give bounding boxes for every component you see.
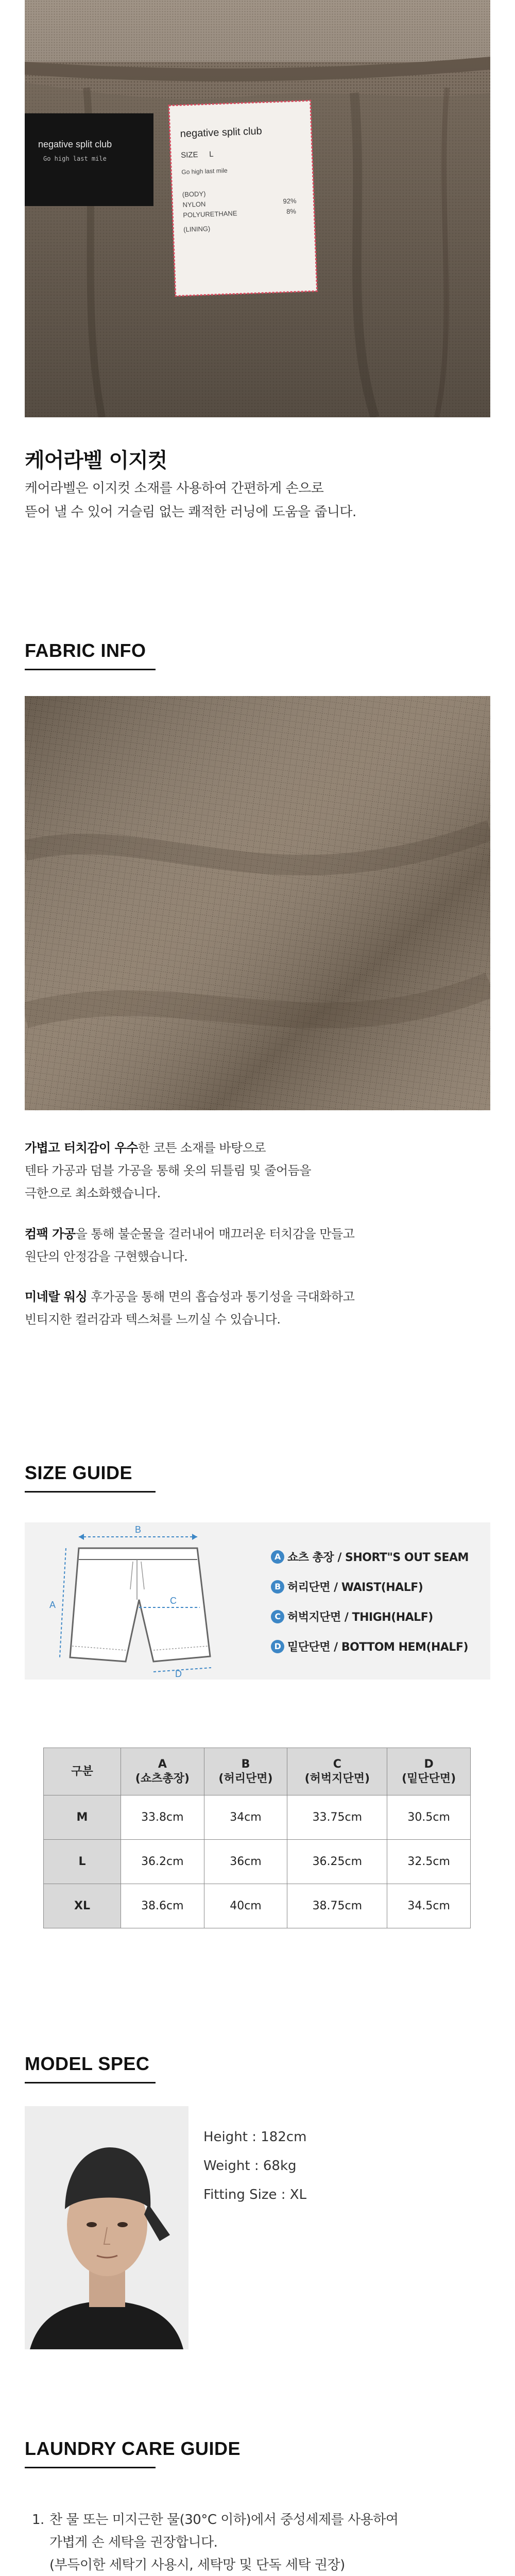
fabric-p3-line2: 빈티지한 컬러감과 텍스쳐를 느끼실 수 있습니다.	[25, 1312, 281, 1327]
header-letter: C	[333, 1757, 341, 1771]
header-letter: A	[158, 1757, 167, 1771]
header-letter: D	[424, 1757, 434, 1771]
legend-a	[271, 1549, 469, 1565]
legend-b	[271, 1579, 423, 1595]
header-name: (쇼츠총장)	[135, 1772, 190, 1785]
list-item-line: 찬 물 또는 미지근한 물(30°C 이하)에서 중성세제를 사용하여	[49, 2512, 399, 2528]
care-label-desc-1: 케어라벨은 이지컷 소재를 사용하여 간편하게 손으로	[25, 481, 324, 496]
model-photo	[25, 2106, 188, 2349]
section-underline	[25, 2467, 156, 2468]
diagram-label-b: B	[135, 1524, 142, 1535]
list-item-number: 1.	[32, 2512, 44, 2528]
table-cell: 36.25cm	[287, 1840, 387, 1884]
table-row-size: L	[44, 1840, 121, 1884]
legend-d-text: 밑단단면 / BOTTOM HEM(HALF)	[287, 1641, 469, 1654]
fabric-p2-bold: 컴팩 가공	[25, 1227, 76, 1241]
size-table-header-b	[204, 1748, 287, 1795]
label-size-key: SIZE	[180, 150, 198, 160]
size-table-header-row	[44, 1748, 471, 1795]
fabric-p1-line2: 텐타 가공과 덤블 가공을 통해 옷의 뒤틀림 및 줄어듬을	[25, 1163, 312, 1178]
size-table-header-a	[121, 1748, 204, 1795]
table-cell: 38.75cm	[287, 1884, 387, 1928]
laundry-title	[25, 2438, 241, 2468]
brand-tag-sub: Go high last mile	[43, 155, 107, 162]
size-guide-title	[25, 1462, 156, 1493]
care-label-photo-art	[25, 0, 490, 417]
size-table-header-d	[387, 1748, 471, 1795]
legend-a-text: 쇼츠 총장 / SHORT"S OUT SEAM	[287, 1551, 469, 1564]
label-poly-pct: 8%	[286, 207, 297, 215]
diagram-label-d: D	[175, 1669, 182, 1679]
model-spec-info	[203, 2123, 306, 2209]
care-label-photo	[25, 0, 490, 417]
label-body: (BODY)	[182, 190, 206, 198]
table-cell: 38.6cm	[121, 1884, 204, 1928]
fabric-info-title-text: FABRIC INFO	[25, 640, 146, 661]
model-weight: Weight : 68kg	[203, 2158, 297, 2174]
size-diagram	[25, 1522, 490, 1680]
legend-c-text: 허벅지단면 / THIGH(HALF)	[287, 1611, 433, 1624]
table-row	[44, 1840, 471, 1884]
table-cell: 33.8cm	[121, 1795, 204, 1840]
fabric-para-1	[25, 1137, 488, 1205]
legend-a-badge: A	[271, 1550, 284, 1564]
fabric-photo	[25, 696, 490, 1110]
care-label-desc-2: 뜯어 낼 수 있어 거슬림 없는 쾌적한 러닝에 도움을 줍니다.	[25, 504, 356, 520]
diagram-label-c: C	[170, 1596, 177, 1606]
header-name: (밑단단면)	[402, 1772, 456, 1785]
table-cell: 34.5cm	[387, 1884, 471, 1928]
label-poly: POLYURETHANE	[183, 209, 237, 219]
table-cell: 40cm	[204, 1884, 287, 1928]
section-underline	[25, 1491, 156, 1493]
model-fitting-size: Fitting Size : XL	[203, 2187, 307, 2202]
header-letter: B	[241, 1757, 250, 1771]
table-row	[44, 1795, 471, 1840]
legend-d	[271, 1638, 468, 1654]
label-lining: (LINING)	[183, 225, 211, 233]
table-cell: 34cm	[204, 1795, 287, 1840]
fabric-photo-art	[25, 696, 490, 1110]
table-cell: 33.75cm	[287, 1795, 387, 1840]
fabric-p1-line3: 극한으로 최소화했습니다.	[25, 1186, 161, 1200]
laundry-list	[32, 2509, 485, 2576]
table-cell: 36.2cm	[121, 1840, 204, 1884]
table-row-size: XL	[44, 1884, 121, 1928]
size-table-header-size: 구분	[44, 1748, 121, 1795]
label-brand: negative split club	[180, 125, 263, 140]
header-name: (허리단면)	[218, 1772, 273, 1785]
section-underline	[25, 669, 156, 670]
fabric-p3-rest: 후가공을 통해 면의 흡습성과 통기성을 극대화하고	[87, 1290, 355, 1304]
fabric-p3-bold: 미네랄 워싱	[25, 1290, 88, 1304]
fabric-para-3	[25, 1285, 488, 1331]
size-table-header-c	[287, 1748, 387, 1795]
legend-c	[271, 1608, 433, 1624]
legend-d-badge: D	[271, 1640, 284, 1653]
label-nylon-pct: 92%	[283, 197, 297, 206]
label-slogan: Go high last mile	[181, 166, 228, 176]
legend-b-text: 허리단면 / WAIST(HALF)	[287, 1581, 423, 1594]
header-name: (허벅지단면)	[304, 1772, 370, 1785]
size-guide-title-text: SIZE GUIDE	[25, 1462, 133, 1483]
list-item	[32, 2509, 485, 2576]
label-size-val: L	[209, 149, 214, 159]
legend-c-badge: C	[271, 1610, 284, 1623]
brand-tag-text: negative split club	[38, 139, 112, 149]
table-row-size: M	[44, 1795, 121, 1840]
table-row	[44, 1884, 471, 1928]
table-cell: 36cm	[204, 1840, 287, 1884]
fabric-p1-bold: 가볍고 터치감이 우수	[25, 1141, 138, 1155]
size-table	[43, 1748, 471, 1928]
shorts-diagram	[25, 1522, 262, 1680]
laundry-title-text: LAUNDRY CARE GUIDE	[25, 2438, 241, 2459]
model-photo-art	[25, 2106, 188, 2349]
care-label-title: 케어라벨 이지컷	[25, 449, 167, 472]
table-cell: 30.5cm	[387, 1795, 471, 1840]
fabric-p2-line2: 원단의 안정감을 구현했습니다.	[25, 1249, 188, 1264]
fabric-p1-rest: 한 코튼 소재를 바탕으로	[138, 1141, 266, 1155]
model-spec-title	[25, 2053, 156, 2083]
fabric-info-title	[25, 640, 156, 670]
legend-b-badge: B	[271, 1580, 284, 1594]
model-spec-title-text: MODEL SPEC	[25, 2053, 150, 2074]
list-item-line: (부득이한 세탁기 사용시, 세탁망 및 단독 세탁 권장)	[49, 2557, 345, 2573]
fabric-para-2	[25, 1223, 488, 1268]
table-cell: 32.5cm	[387, 1840, 471, 1884]
list-item-line: 가볍게 손 세탁을 권장합니다.	[49, 2535, 218, 2550]
fabric-p2-rest: 을 통해 불순물을 걸러내어 매끄러운 터치감을 만들고	[75, 1227, 355, 1241]
model-height: Height : 182cm	[203, 2129, 307, 2145]
diagram-label-a: A	[49, 1600, 56, 1610]
section-underline	[25, 2082, 156, 2083]
label-nylon: NYLON	[182, 200, 206, 209]
